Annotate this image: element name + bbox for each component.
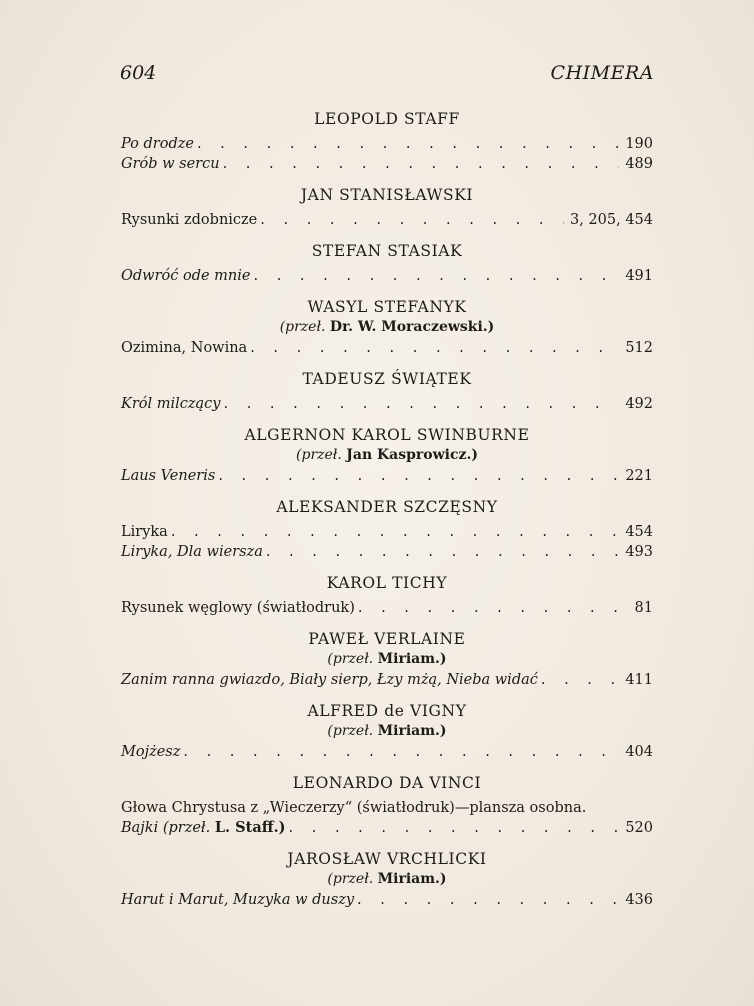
index-entry xyxy=(121,742,653,762)
translator-name: Miriam.) xyxy=(377,651,447,667)
section-gap xyxy=(121,910,653,914)
translator-name: L. Staff.) xyxy=(214,819,286,836)
entry-title-text: Laus Veneris xyxy=(121,468,216,484)
dot-leader xyxy=(223,394,619,414)
translator-line xyxy=(121,444,653,466)
translator-name: Dr. W. Moraczewski.) xyxy=(329,319,495,335)
entry-title xyxy=(121,154,220,174)
entry-title xyxy=(121,818,286,838)
entry-pages: 190 xyxy=(625,136,653,152)
author-name: TADEUSZ ŚWIĄTEK xyxy=(302,370,472,388)
entry-title xyxy=(121,266,250,286)
author-name: ALEKSANDER SZCZĘSNY xyxy=(276,498,498,516)
index-list xyxy=(121,102,653,914)
entry-pages: 3, 205, 454 xyxy=(569,212,653,228)
section-gap xyxy=(121,762,653,766)
section-gap xyxy=(121,562,653,566)
dot-leader xyxy=(253,266,619,286)
index-entry xyxy=(121,266,653,286)
section-gap xyxy=(121,286,653,290)
entry-title xyxy=(121,210,257,230)
entry-title-text: Mojżesz xyxy=(121,744,181,760)
entry-title xyxy=(121,522,168,542)
dot-leader xyxy=(250,338,619,358)
entry-title xyxy=(121,542,263,562)
translator-name: Miriam.) xyxy=(377,723,447,739)
translator-label: (przeł. xyxy=(279,319,326,335)
translator-label: (przeł. xyxy=(327,723,374,739)
translator-label: (przeł. xyxy=(327,651,374,667)
author-section xyxy=(121,624,653,694)
entry-pages: 81 xyxy=(634,600,653,616)
dot-leader xyxy=(289,818,620,838)
section-gap xyxy=(121,486,653,490)
translator-name: Miriam.) xyxy=(377,871,447,887)
entry-title xyxy=(121,134,194,154)
entry-title-text: Grób w sercu xyxy=(121,156,220,172)
index-entry xyxy=(121,466,653,486)
entry-pages: 404 xyxy=(625,744,653,760)
author-name: PAWEŁ VERLAINE xyxy=(308,630,466,648)
author-section xyxy=(121,768,653,842)
entry-title xyxy=(121,890,354,910)
entry-title xyxy=(121,338,247,358)
author-section xyxy=(121,844,653,914)
author-section xyxy=(121,568,653,622)
entry-title-text: Po drodze xyxy=(121,136,194,152)
entry-pages: 520 xyxy=(625,820,653,836)
author-name: JAROSŁAW VRCHLICKI xyxy=(287,850,487,868)
section-gap xyxy=(121,618,653,622)
dot-leader xyxy=(197,134,619,154)
entry-title xyxy=(121,798,586,818)
author-section xyxy=(121,104,653,178)
entry-title-text: Liryka, Dla wiersza xyxy=(121,544,263,560)
author-name: WASYL STEFANYK xyxy=(307,298,467,316)
index-entry xyxy=(121,598,653,618)
index-entry xyxy=(121,338,653,358)
dot-leader xyxy=(218,466,619,486)
section-gap xyxy=(121,358,653,362)
translator-line xyxy=(121,868,653,890)
entry-pages: 436 xyxy=(625,892,653,908)
dot-leader xyxy=(357,890,619,910)
entry-title xyxy=(121,394,220,414)
page-header xyxy=(120,62,654,90)
translator-line xyxy=(121,648,653,670)
entry-title-text: Rysunek węglowy (światłodruk) xyxy=(121,600,355,616)
author-section xyxy=(121,236,653,290)
entry-title-text: Król milczący xyxy=(121,396,221,412)
entry-title xyxy=(121,670,538,690)
index-entry xyxy=(121,670,653,690)
dot-leader xyxy=(541,670,619,690)
dot-leader xyxy=(358,598,629,618)
index-entry xyxy=(121,818,653,838)
entry-title xyxy=(121,598,355,618)
dot-leader xyxy=(183,742,619,762)
author-section xyxy=(121,292,653,362)
translator-line xyxy=(121,316,653,338)
index-entry xyxy=(121,210,653,230)
author-section xyxy=(121,420,653,490)
entry-pages: 411 xyxy=(625,672,653,688)
entry-title-text: Zanim ranna gwiazdo, Biały sierp, Łzy mżą, Nieba widać xyxy=(121,672,538,688)
entry-title-text: Liryka xyxy=(121,524,168,540)
section-gap xyxy=(121,414,653,418)
index-entry xyxy=(121,154,653,174)
author-name: LEOPOLD STAFF xyxy=(314,110,460,128)
translator-line xyxy=(121,720,653,742)
entry-title xyxy=(121,466,215,486)
author-name: LEONARDO DA VINCI xyxy=(292,774,482,792)
dot-leader xyxy=(171,522,619,542)
journal-title: CHIMERA xyxy=(550,62,654,84)
entry-title-text: Ozimina, Nowina xyxy=(121,340,248,356)
index-entry xyxy=(121,798,653,818)
section-gap xyxy=(121,838,653,842)
dot-leader xyxy=(266,542,619,562)
entry-title xyxy=(121,742,180,762)
translator-label: (przeł. xyxy=(162,820,211,836)
entry-title-text: Harut i Marut, Muzyka w duszy xyxy=(121,892,355,908)
entry-pages: 454 xyxy=(625,524,653,540)
entry-pages: 221 xyxy=(625,468,653,484)
dot-leader xyxy=(223,154,620,174)
entry-pages: 512 xyxy=(625,340,653,356)
author-section xyxy=(121,492,653,566)
index-entry xyxy=(121,890,653,910)
entry-title-text: Głowa Chrystusa z „Wieczerzy“ (światłodruk)—plansza osobna. xyxy=(121,800,587,816)
index-entry xyxy=(121,134,653,154)
entry-title-text: Bajki xyxy=(121,820,159,836)
entry-pages: 492 xyxy=(625,396,653,412)
section-gap xyxy=(121,690,653,694)
entry-pages: 489 xyxy=(625,156,653,172)
author-section xyxy=(121,696,653,766)
author-section xyxy=(121,180,653,234)
author-name: ALFRED de VIGNY xyxy=(307,702,467,720)
page-number: 604 xyxy=(120,62,157,84)
translator-name: Jan Kasprowicz.) xyxy=(346,447,478,463)
section-gap xyxy=(121,230,653,234)
author-name: KAROL TICHY xyxy=(326,574,448,592)
section-gap xyxy=(121,174,653,178)
translator-label: (przeł. xyxy=(327,871,374,887)
author-name: ALGERNON KAROL SWINBURNE xyxy=(244,426,530,444)
index-entry xyxy=(121,394,653,414)
author-name: JAN STANISŁAWSKI xyxy=(300,186,474,204)
entry-title-text: Odwróć ode mnie xyxy=(121,268,251,284)
entry-pages: 493 xyxy=(625,544,653,560)
author-section xyxy=(121,364,653,418)
translator-label: (przeł. xyxy=(296,447,342,463)
index-entry xyxy=(121,542,653,562)
entry-title-text: Rysunki zdobnicze xyxy=(121,212,258,228)
dot-leader xyxy=(260,210,564,230)
entry-pages: 491 xyxy=(625,268,653,284)
author-name: STEFAN STASIAK xyxy=(311,242,463,260)
index-entry xyxy=(121,522,653,542)
